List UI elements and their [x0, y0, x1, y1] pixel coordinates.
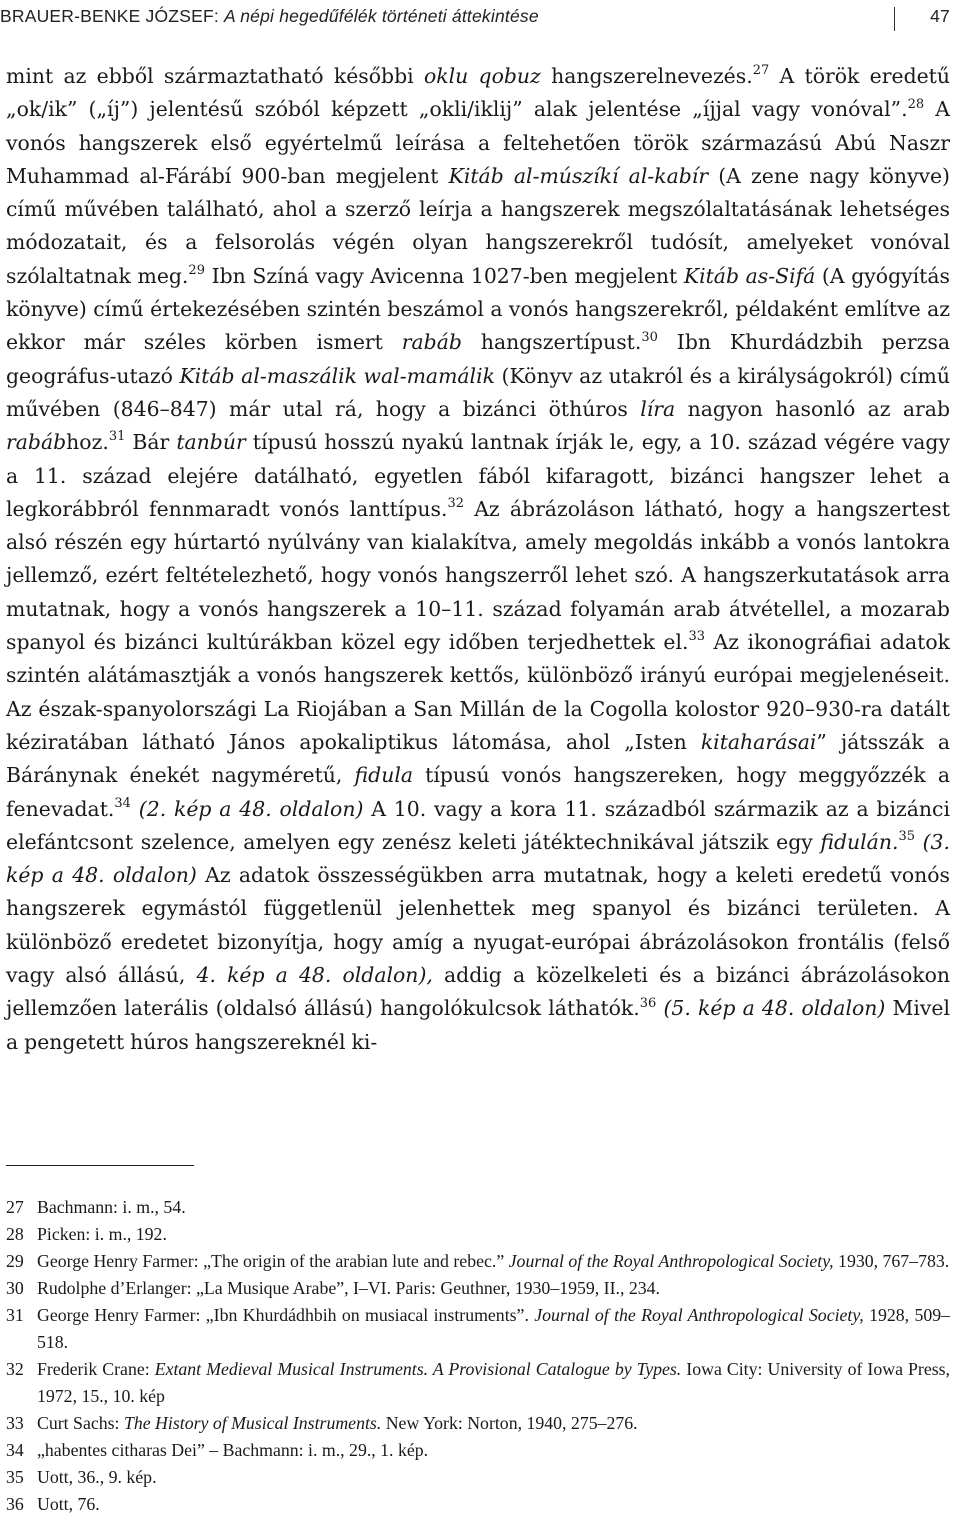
italic-text-run: oklu qobuz [423, 64, 541, 88]
footnote-rule [6, 1165, 194, 1166]
text-run: Iowa City: University of Iowa Press, 1972, 15., 10. kép [37, 1359, 950, 1406]
italic-text-run: Kitáb al-maszálik wal-mamálik [179, 363, 495, 388]
header-separator [894, 7, 895, 31]
italic-text-run: The History of Musical Instruments. [123, 1413, 382, 1433]
text-run: nagyon hasonló az arab [675, 396, 951, 421]
text-run: hangszerelnevezés. [540, 64, 753, 88]
text-run: A vonós hangszerek első egyértelmű leírása a feltehetően török származású Abú Naszr Muhammad al-Fárábí 900-ban megjelent [6, 97, 950, 188]
footnote-number: 32 [6, 1359, 24, 1379]
italic-text-run: rabáb [6, 430, 67, 455]
header-title: A népi hegedűfélék történeti áttekintése [223, 6, 539, 26]
italic-text-run: líra [640, 396, 676, 421]
italic-text-run: Journal of the Royal Anthropological Society, [534, 1305, 864, 1325]
footnote-ref: 27 [752, 63, 770, 79]
footnote-text [37, 1437, 950, 1464]
text-run: Curt Sachs: [37, 1413, 124, 1433]
footnote-text [37, 1221, 950, 1248]
text-run: (Könyv az utakról és a királyságokról) című művében (846–847) már utal rá, hogy a bizánci öthúros [6, 363, 950, 421]
text-run: Az adatok összességükben arra mutatnak, hogy a keleti eredetű vonós hangszerek egymástól függetlenül jelenhettek meg spanyol és bizánci területen. A különböző eredetet bizonyítja, hogy amíg a nyugat-európai ábrázolásokon frontális (felső vagy alsó állású, [6, 863, 950, 988]
italic-text-run: (3. kép a 48. oldalon) [6, 829, 950, 888]
text-run: George Henry Farmer: „Ibn Khurdádhbih on musiacal instruments”. [37, 1305, 535, 1325]
text-run: Uott, 36., 9. kép. [37, 1467, 157, 1487]
footnote-number: 35 [6, 1467, 24, 1487]
header-author: BRAUER-BENKE JÓZSEF: [0, 6, 219, 26]
italic-text-run: tanbúr [176, 430, 246, 455]
text-run: Frederik Crane: [37, 1359, 155, 1379]
footnote-number: 33 [6, 1413, 24, 1433]
text-run: Ibn Khurdádzbih perzsa geográfus-utazó [6, 330, 950, 388]
footnote-item [6, 1248, 950, 1275]
footnote-text [37, 1410, 950, 1437]
text-run: Uott, 76. [37, 1494, 100, 1514]
italic-text-run: fidulán. [820, 829, 899, 854]
footnote-ref: 34 [114, 795, 131, 811]
footnote-number: 28 [6, 1224, 24, 1244]
footnote-number: 34 [6, 1440, 24, 1460]
footnote-text [37, 1248, 950, 1275]
running-header [0, 6, 950, 32]
footnote-text [37, 1464, 950, 1491]
footnote-text [37, 1356, 950, 1410]
text-run: (A gyógyítás könyve) című értekezésében szintén beszámol a vonós hangszerekről, példaként említve az ekkor már széles körben ismert [6, 263, 950, 355]
text-run [131, 797, 139, 821]
text-run: típusú hosszú nyakú lantnak írják le, egy, a 10. század végére vagy a 11. század elejére datálható, egyetlen fából kifaragott, bizánci hangszer lehet a legkorábbról fennmaradt vonós lanttípus. [6, 430, 950, 521]
footnote-item [6, 1275, 950, 1302]
footnote-item [6, 1302, 950, 1356]
footnote-item [6, 1221, 950, 1248]
italic-text-run: Journal of the Royal Anthropological Society, [508, 1251, 834, 1271]
text-run: hangszertípust. [461, 330, 642, 355]
footnote-ref: 36 [639, 995, 657, 1011]
footnote-number: 30 [6, 1278, 24, 1298]
italic-text-run: (5. kép a 48. oldalon) [663, 996, 886, 1021]
text-run: (A zene nagy könyve) című művében található, ahol a szerző leírja a hangszerek megszólaltatásának lehetséges módozatait, és a felsorolás végén olyan hangszerekről tudósít, amelyeket vonóval szólaltatnak meg. [6, 163, 951, 288]
footnote-number: 27 [6, 1197, 24, 1217]
text-run: Az ábrázoláson látható, hogy a hangszertest alsó részén egy húrtartó nyúlvány van kialakítva, amely megoldás inkább a vonós lantokra jellemző, ezért feltételezhető, hogy vonós hangszerről lehet szó. A hangszerkutatások arra mutatnak, hogy a vonós hangszerek a 10–11. század folyamán arab átvétellel, a mozarab spanyol és bizánci kultúrákban közel egy időben terjedhettek el. [6, 496, 950, 655]
footnote-ref: 29 [188, 262, 205, 278]
page-number: 47 [930, 6, 950, 26]
footnote-number: 29 [6, 1251, 24, 1271]
footnote-item [6, 1356, 950, 1410]
italic-text-run: kitaharásai [700, 729, 817, 754]
text-run: típusú vonós hangszereken, hogy meggyőzzék a fenevadat. [6, 763, 950, 821]
text-run: addig a közelkeleti és a bizánci ábrázolásokon jellemzően laterális (oldalsó állású) hangolókulcsok láthatók. [6, 963, 951, 1021]
footnote-ref: 33 [688, 629, 706, 645]
text-run: Ibn Színá vagy Avicenna 1027-ben megjelent [204, 263, 684, 288]
footnote-item [6, 1194, 950, 1221]
text-run [915, 830, 923, 854]
italic-text-run: Kitáb as-Sifá [683, 263, 816, 288]
italic-text-run: fidula [354, 763, 414, 788]
footnote-item [6, 1410, 950, 1437]
footnotes [6, 1194, 950, 1518]
footnote-number: 36 [6, 1494, 24, 1514]
footnote-item [6, 1464, 950, 1491]
text-run: ” játsszák a Báránynak énekét nagyméretű, [6, 729, 951, 788]
italic-text-run: rabáb [401, 330, 462, 355]
text-run: Picken: i. m., 192. [37, 1224, 167, 1244]
text-run: hoz. [66, 430, 109, 455]
footnote-ref: 30 [641, 329, 658, 345]
text-run: Bár [125, 430, 177, 455]
footnote-ref: 32 [447, 496, 464, 512]
text-run: mint az ebből származtatható későbbi [6, 64, 424, 88]
running-title [0, 6, 539, 27]
text-run: 1930, 767–783. [833, 1251, 950, 1271]
body-paragraph [6, 60, 950, 1059]
italic-text-run: (2. kép a 48. oldalon) [138, 796, 364, 821]
text-run: George Henry Farmer: „The origin of the arabian lute and rebec.” [37, 1251, 509, 1271]
footnote-item [6, 1491, 950, 1518]
text-run: New York: Norton, 1940, 275–276. [381, 1413, 638, 1433]
italic-text-run: Kitáb al-múszíkí al-kabír [448, 163, 709, 188]
footnote-text [37, 1491, 950, 1518]
italic-text-run: Extant Medieval Musical Instruments. A Provisional Catalogue by Types. [154, 1359, 682, 1379]
text-run: A török eredetű „ok/ik” („íj”) jelentésű szóból képzett „okli/iklij” alak jelentése „íjjal vagy vonóval”. [6, 64, 951, 122]
text-run: Az ikonográfiai adatok szintén alátámasztják a vonós hangszerek kettős, különböző irányú európai megjelenéseit. Az észak-spanyolországi La Riojában a San Millán de la Cogolla kolostor 920–930-ra datált kéziratában látható János apokaliptikus látomása, ahol „Isten [6, 630, 951, 754]
text-run: „habentes citharas Dei” – Bachmann: i. m., 29., 1. kép. [37, 1440, 429, 1460]
italic-text-run: 4. kép a 48. oldalon), [196, 963, 433, 988]
text-run: Bachmann: i. m., 54. [37, 1197, 186, 1217]
text-run: 1928, 509–518. [37, 1305, 951, 1352]
footnote-ref: 35 [898, 829, 915, 845]
footnote-ref: 31 [108, 429, 126, 445]
text-run: Rudolphe d’Erlanger: „La Musique Arabe”, I–VI. Paris: Geuthner, 1930–1959, II., 234. [37, 1278, 660, 1298]
text-run: Mivel a pengetett húros hangszereknél ki- [6, 996, 950, 1054]
footnote-text [37, 1194, 950, 1221]
footnote-ref: 28 [907, 96, 925, 112]
footnote-number: 31 [6, 1305, 24, 1325]
footnote-item [6, 1437, 950, 1464]
footnote-text [37, 1275, 950, 1302]
footnote-text [37, 1302, 950, 1356]
text-run: A 10. vagy a kora 11. századból származik az a bizánci elefántcsont szelence, amelyen egy zenész keleti játéktechnikával játszik egy [6, 796, 950, 854]
